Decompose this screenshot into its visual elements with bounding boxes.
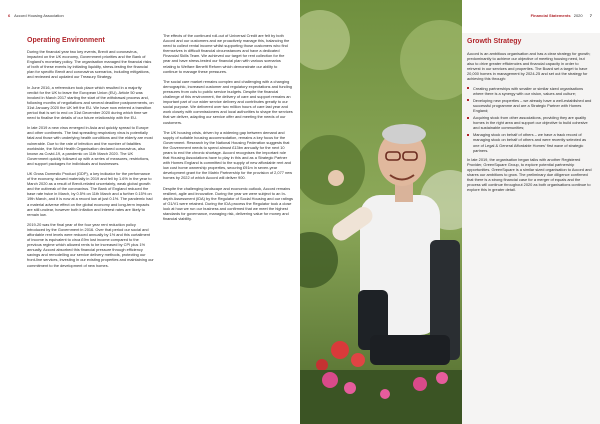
paragraph: Accord is an ambitious organisation and has a clear strategy for growth; predominantly to achieve our objective of meeting housing need, but also to drive greater efficiencies and financial capacity in order to reinvest in our services and properties. The Board set a target to have 20,000 homes in management by 2024-25 and set out the strategy for achieving this through:	[467, 51, 591, 82]
bullet-icon	[467, 117, 469, 119]
right-header-year: 2020	[573, 13, 583, 18]
list-item	[467, 98, 592, 113]
right-page-header	[531, 13, 592, 18]
list-item	[467, 86, 592, 96]
paragraph: Despite the challenging landscape and economic outlook, Accord remains resilient, agile and innovative. During the year we were subject to an In-depth Assessment (IDA) by the Regulator of Social Housing and our ratings of G1/V1 were retained. During the IDA process the Regulator took a close look at how we run our business and confirmed that we meet the highest standards for governance, managing risk, delivering value for money and financial viability.	[163, 185, 293, 222]
list-item-text: Acquiring stock from other associations, providing they are quality homes in the right area and support our objective to build cohesive and sustainable communities;	[473, 115, 588, 131]
list-item-text: Creating partnerships with smaller or similar sized organisations where there is a synergy with our vision, values and culture;	[473, 85, 584, 96]
paragraph: The UK housing crisis, driven by a widening gap between demand and supply of suitable housing accommodation, remains a key focus for the Government. Research by the National Housing Federation suggests that the Government needs to spend almost £13bn annually for the next 10 years to end the chronic shortage. Accord recognises the important role that Housing Associations have to play in this and as a Strategic Partner with Homes England is committed to the supply of new affordable rent and low cost home ownership properties, securing £91m in seven-year development grant for the Matrix Partnership for the provision of 2,077 new homes by 2022 of which Accord will deliver 900.	[163, 129, 293, 181]
bullet-icon	[467, 87, 469, 89]
operating-environment-column	[27, 36, 154, 273]
list-item	[467, 115, 592, 130]
customer-photo	[300, 0, 462, 424]
paragraph: The effects of the continued roll-out of Universal Credit are felt by both Accord and our customers and we proactively manage this, balancing the need to collect rental income whilst supporting those customers who find themselves in difficult financial circumstances and have a dedicated Financial Skills Team. We achieved our target for rent collection for the year and have stress-tested our financial plan with various scenarios relating to Welfare Benefit Reform which demonstrate our ability to continue to manage these pressures.	[163, 33, 290, 74]
paragraph: In late 2019 a new virus emerged in Asia and quickly spread to Europe and other continents. The fast spreading respiratory virus is potentially fatal and those with underlying health conditions and the elderly are most vulnerable. Due to the rate of infection and the number of fatalities worldwide, the World Health Organisation declared coronavirus, also known as Covid-19, a pandemic on 11th March 2020. The UK Government quickly followed up with a series of measures, restrictions, and support packages for individuals and businesses.	[27, 125, 153, 166]
list-item-text: Managing stock on behalf of others – we have a track record of managing stock on behalf of others and were recently selected as one of Legal & General Affordable Homes' first wave of strategic partners.	[473, 132, 587, 153]
paragraph: In June 2016, a referendum took place which resulted in a majority verdict for the UK to leave the European Union (EU). Article 50 was invoked in March 2017 starting the start of the withdrawal process and, following months of negotiations and several deadline postponements, on 31st January 2020 the UK left the EU. We have now entered a transition period that is set to end on 31st December 2020 during which time we need to finalise the details of our future relationship with the EU.	[27, 84, 154, 121]
right-page-number: 7	[589, 13, 592, 18]
paragraph: UK Gross Domestic Product (GDP), a key indicator for the performance of the economy, slowed materially in 2019 and fell by 1.6% in the year to March 2020 as a result of Brexit-related uncertainty, weak global growth and the outbreak of the coronavirus. The Bank of England reduced the base rate twice in March, by 0.5% on 11th March and a further 0.15% on 19th March, and it is now at a record low at just 0.1%. The pandemic had a material adverse effect on the global economy and long-term impacts are still unclear, however both inflation and interest rates are likely to remain low.	[27, 170, 153, 217]
middle-text-column	[163, 33, 293, 226]
operating-environment-heading: Operating Environment	[27, 37, 105, 44]
photo-man-in-wheelchair-garden-icon	[300, 0, 462, 424]
left-page-header	[8, 13, 64, 18]
left-header-org: Accord Housing Association	[14, 13, 64, 18]
growth-strategy-body	[462, 51, 600, 192]
left-page-number: 6	[8, 13, 11, 18]
paragraph: During the financial year two key events, Brexit and coronavirus, impacted on the UK economy, Government priorities and the Bank of England's monetary policy. The organisation managed the financial risks of both of these events by initiating liquidity, stress-testing the financial plan for specific Brexit and coronavirus scenarios, including mitigations, and reviewed and updated our Treasury Strategy.	[27, 49, 152, 80]
growth-strategy-panel	[462, 33, 600, 424]
bullet-icon	[467, 134, 469, 136]
paragraph: 2019-20 was the final year of the four year rent reduction policy introduced by the Government in 2016. Over that period our social and affordable rent levels were reduced annually by 1% and this curtailment of income is equivalent to circa £9m lost income compared to the previous regime which allowed rents to be increased by CPI plus 1% annually. Accord absorbed this financial pressure through efficiency savings and remodelling our service delivery methods, protecting our front-line services, investing in our existing properties and maintaining our commitment to the development of new homes.	[27, 221, 154, 268]
right-header-title: Financial Statements	[530, 13, 571, 18]
paragraph: The social care market remains complex and challenging with a changing demographic, increased customer and regulatory expectations and funding pressures from cuts to public service budgets. Despite the financial challenge of this environment, the delivery of care and support remains an important part of our wider service delivery and contributes greatly to our social purpose. We delivered over two million hours of care last year and work closely with commissioners and local authorities to shape the services that we deliver, adapting our service offer and meeting the needs of our customers.	[163, 78, 293, 125]
list-item	[467, 132, 592, 152]
bullet-icon	[467, 99, 469, 101]
list-item-text: Developing new properties – we already have a well-established and successful programme and are a Strategic Partner with Homes England;	[473, 97, 592, 113]
growth-strategy-heading: Growth Strategy	[467, 38, 522, 45]
growth-strategy-list	[467, 86, 592, 153]
paragraph: In late 2019, the organisation began talks with another Registered Provider, GreenSquare Group, to explore potential partnership opportunities. GreenSquare is a similar sized organisation to Accord and shares our ambitions to grow. The preliminary due diligence confirmed that there is a strong financial case for a merger of equals and the process will continue throughout 2020 as both organisations continue to explore this in greater detail.	[467, 156, 592, 193]
